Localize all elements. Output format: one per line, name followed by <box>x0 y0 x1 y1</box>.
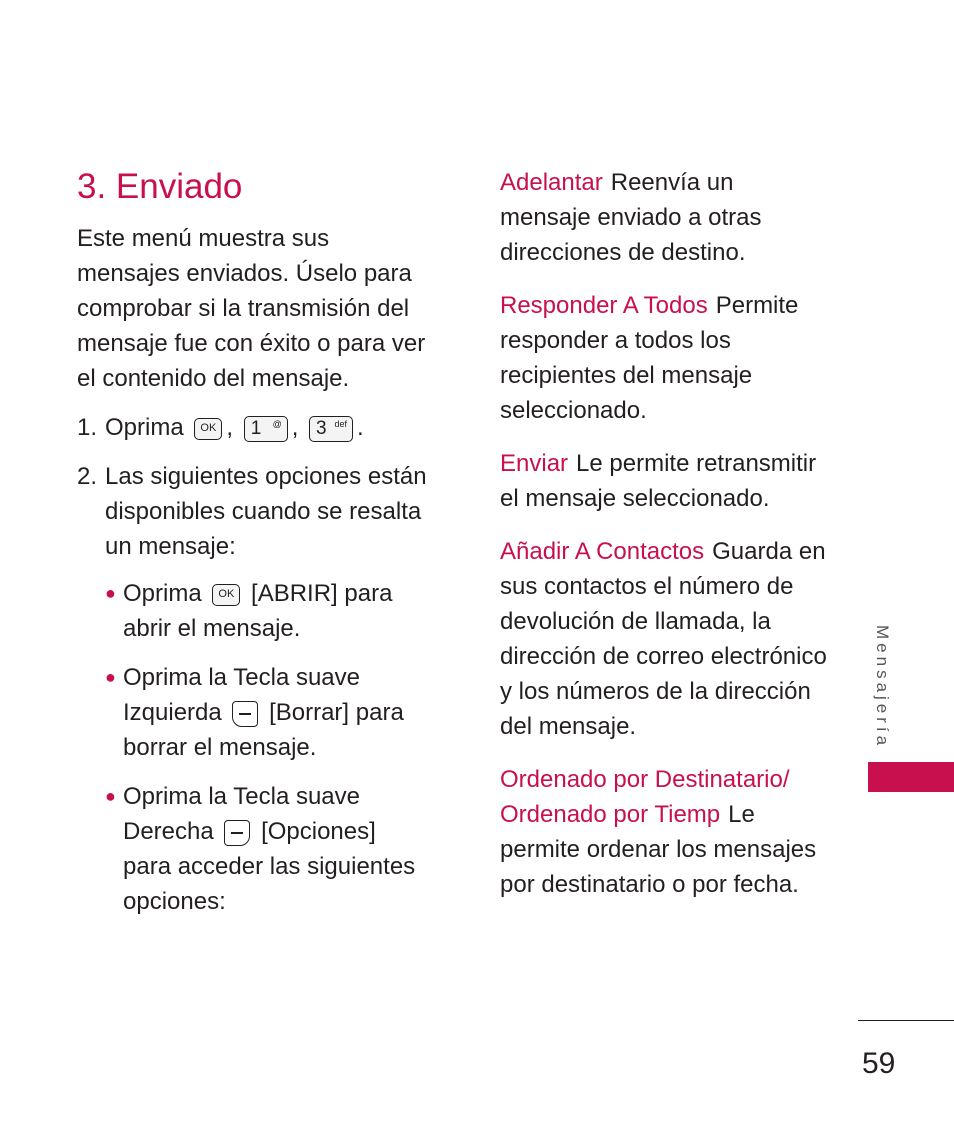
page-number: 59 <box>862 1047 896 1080</box>
bullet-dot: ● <box>105 583 116 603</box>
definition-sort <box>500 762 830 902</box>
definition-text: Permite responder a todos los recipientes del mensaje seleccionado. <box>500 292 799 424</box>
page-number-rule <box>858 1020 954 1021</box>
step-end: . <box>357 414 364 441</box>
definition-term: Enviar <box>500 450 569 477</box>
section-title: 3. Enviado <box>77 167 243 206</box>
step-number: 1. <box>77 414 98 441</box>
left-column <box>77 165 427 933</box>
step-text: Oprima <box>105 414 184 441</box>
definition-reply-all <box>500 288 830 428</box>
right-column <box>500 165 830 920</box>
bullet-pre: Oprima la Tecla suave Derecha <box>123 783 360 845</box>
definition-forward <box>500 165 830 270</box>
bullet-pre: Oprima <box>123 580 202 607</box>
bullet-list <box>105 576 427 919</box>
ok-key-icon: OK <box>212 584 240 606</box>
right-soft-key-icon <box>224 820 250 846</box>
bullet-post: para acceder las siguientes opciones: <box>123 853 416 915</box>
bullet-delete <box>105 660 427 765</box>
left-soft-key-icon <box>232 701 258 727</box>
separator: , <box>226 414 234 441</box>
definition-text: Guarda en sus contactos el número de devolución de llamada, la dirección de correo electrónico y los números de la dirección del mensaje. <box>500 538 827 740</box>
side-tab-label: Mensajería <box>873 625 892 750</box>
bullet-post: para abrir el mensaje. <box>123 580 393 642</box>
side-tab-marker <box>868 762 954 792</box>
bullet-dot: ● <box>105 786 116 806</box>
step-1 <box>77 410 427 445</box>
definition-text: Reenvía un mensaje enviado a otras direcciones de destino. <box>500 169 762 266</box>
step-text: Las siguientes opciones están disponibles cuando se resalta un mensaje: <box>105 463 427 560</box>
step-2 <box>77 459 427 564</box>
step-body <box>105 410 427 445</box>
bullet-label: [ABRIR] <box>251 580 338 607</box>
definition-term: Adelantar <box>500 169 603 196</box>
bullet-dot: ● <box>105 667 116 687</box>
definition-term: Responder A Todos <box>500 292 708 319</box>
definition-add-contacts <box>500 534 830 744</box>
definition-send <box>500 446 830 516</box>
bullet-label: [Opciones] <box>261 818 376 845</box>
key-1-icon: 1 @ <box>244 416 288 442</box>
separator: , <box>291 414 299 441</box>
definition-text: Le permite retransmitir el mensaje seleccionado. <box>500 450 817 512</box>
bullet-options <box>105 779 427 919</box>
step-number: 2. <box>77 463 98 490</box>
bullet-post: para borrar el mensaje. <box>123 699 404 761</box>
bullet-open <box>105 576 427 646</box>
bullet-label: [Borrar] <box>269 699 350 726</box>
key-3-icon: 3 def <box>309 416 353 442</box>
definition-text: Le permite ordenar los mensajes por destinatario o por fecha. <box>500 801 817 898</box>
definition-term: Añadir A Contactos <box>500 538 705 565</box>
intro-paragraph: Este menú muestra sus mensajes enviados. Úselo para comprobar si la transmisión del mensaje fue con éxito o para ver el contenido del mensaje. <box>77 225 426 392</box>
definition-term: Ordenado por Destinatario/ Ordenado por Tiemp <box>500 766 790 828</box>
ok-key-icon: OK <box>194 418 222 440</box>
bullet-pre: Oprima la Tecla suave Izquierda <box>123 664 360 726</box>
